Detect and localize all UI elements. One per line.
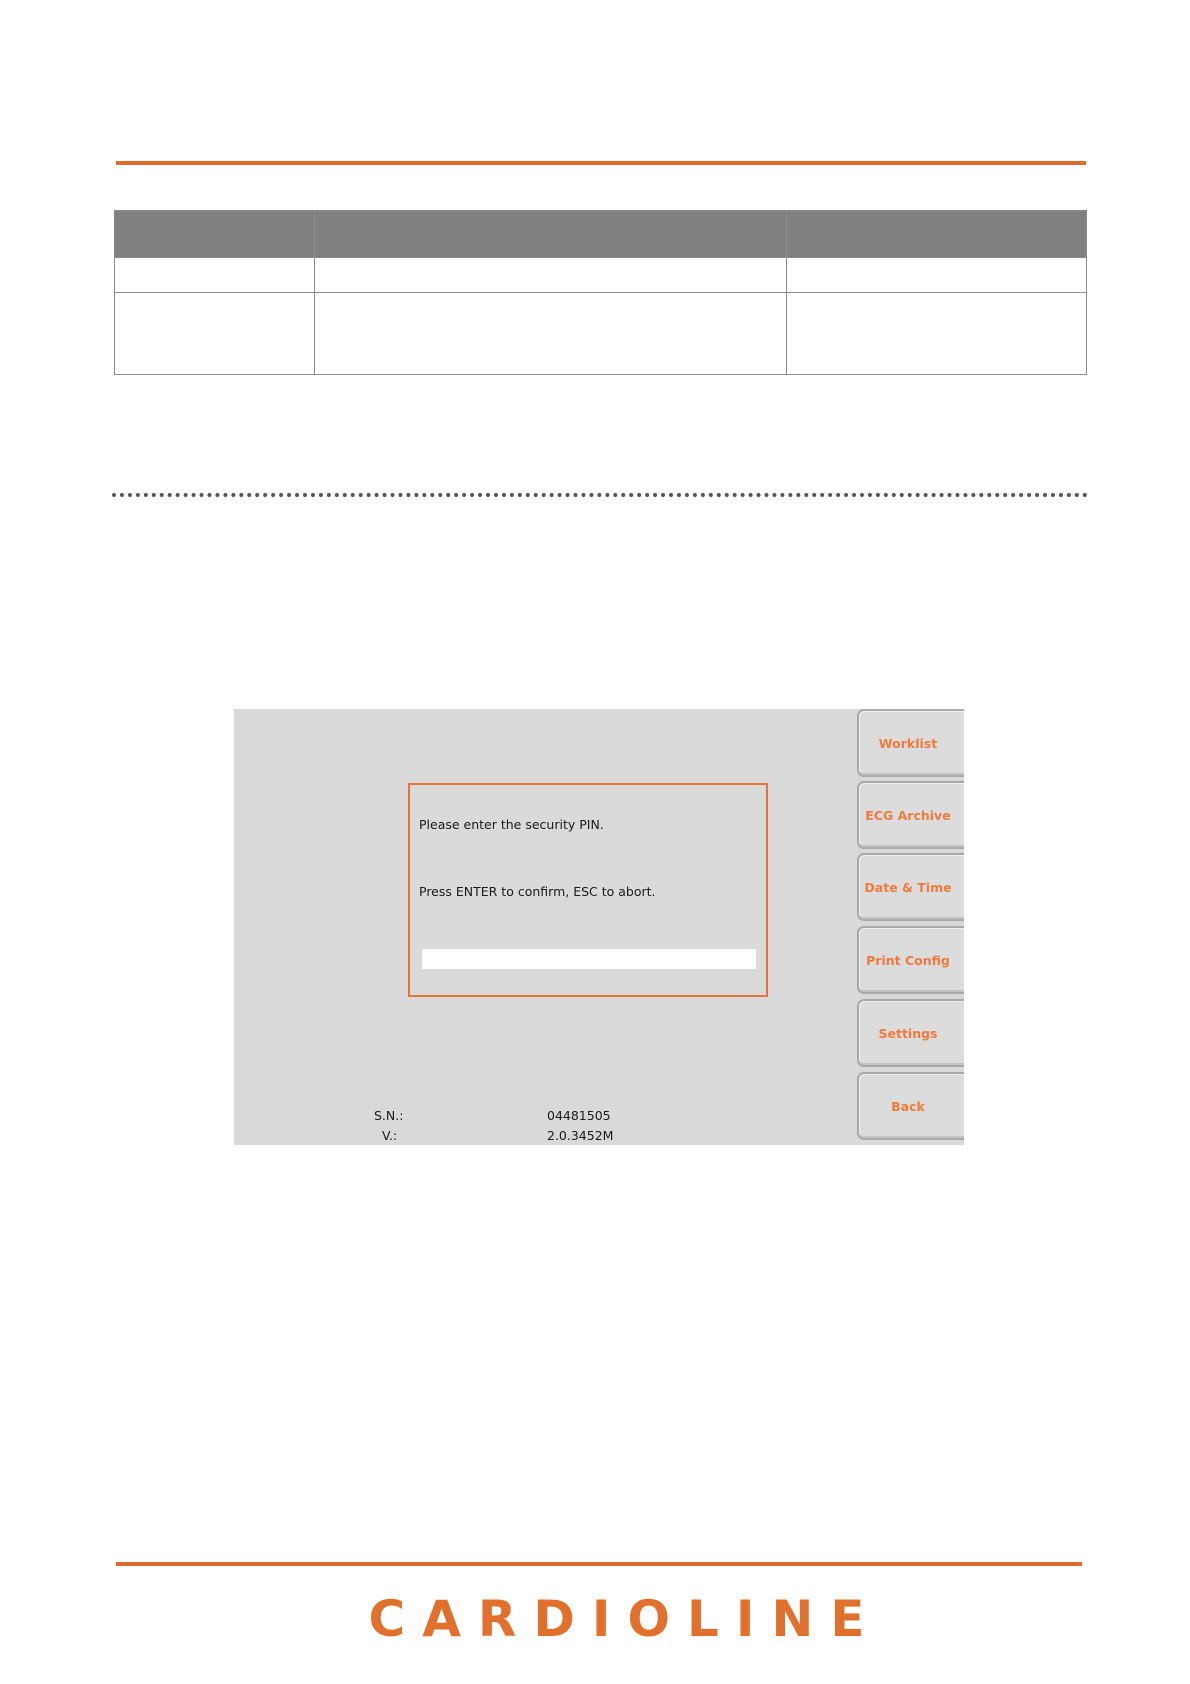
pin-instructions-text: Press ENTER to confirm, ESC to abort. bbox=[419, 884, 656, 899]
table-cell bbox=[787, 258, 1087, 293]
table-cell bbox=[315, 258, 787, 293]
table-header-cell bbox=[787, 211, 1087, 258]
worklist-button[interactable]: Worklist bbox=[857, 709, 964, 777]
section-divider bbox=[112, 493, 1088, 497]
ecg-archive-button[interactable]: ECG Archive bbox=[857, 781, 964, 849]
document-table bbox=[114, 210, 1087, 375]
print-config-button[interactable]: Print Config bbox=[857, 926, 964, 994]
table-row bbox=[115, 293, 1087, 375]
security-pin-dialog bbox=[408, 783, 768, 997]
pin-prompt-text: Please enter the security PIN. bbox=[419, 817, 604, 832]
version-label: V.: bbox=[382, 1128, 398, 1143]
cardioline-logo: CARDIOLINE bbox=[368, 1590, 882, 1648]
table-cell bbox=[115, 258, 315, 293]
date-time-button[interactable]: Date & Time bbox=[857, 853, 964, 921]
pin-input[interactable] bbox=[422, 949, 756, 969]
header-rule bbox=[116, 161, 1086, 165]
serial-number-label: S.N.: bbox=[374, 1108, 404, 1123]
table-header-cell bbox=[115, 211, 315, 258]
table-header-row bbox=[115, 211, 1087, 258]
table-header-cell bbox=[315, 211, 787, 258]
device-screen bbox=[234, 709, 964, 1145]
footer-rule bbox=[116, 1562, 1082, 1566]
serial-number-value: 04481505 bbox=[547, 1108, 611, 1123]
back-button[interactable]: Back bbox=[857, 1072, 964, 1140]
table-cell bbox=[115, 293, 315, 375]
version-value: 2.0.3452M bbox=[547, 1128, 614, 1143]
table-row bbox=[115, 258, 1087, 293]
table-cell bbox=[315, 293, 787, 375]
table-cell bbox=[787, 293, 1087, 375]
settings-button[interactable]: Settings bbox=[857, 999, 964, 1067]
